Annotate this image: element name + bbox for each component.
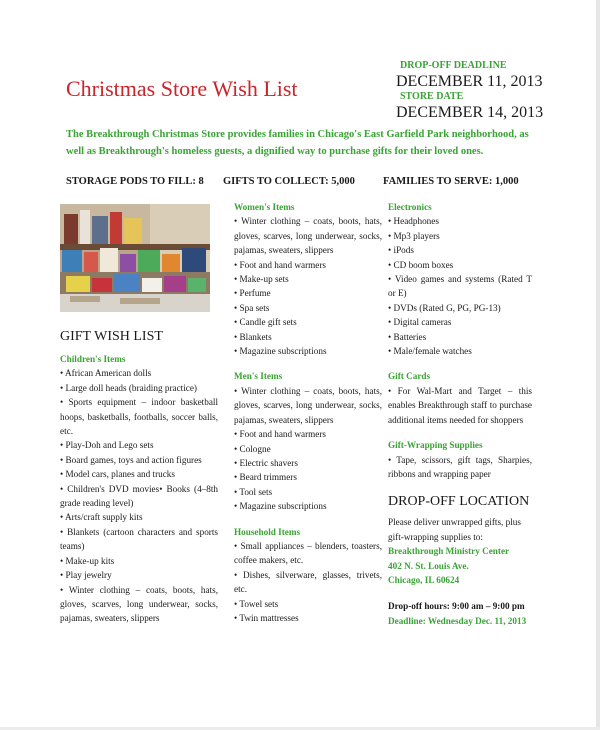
deadline-value: DECEMBER 11, 2013 <box>396 73 543 90</box>
dropoff-street: 402 N. St. Louis Ave. <box>388 560 469 571</box>
men-items-label: Men's Items <box>234 371 283 382</box>
list-item: • Male/female watches <box>388 346 472 357</box>
stat-families: FAMILIES TO SERVE: 1,000 <box>383 176 519 187</box>
list-item: • Headphones <box>388 216 439 227</box>
list-item: • Large doll heads (braiding practice) <box>60 382 197 393</box>
list-item: • Play jewelry <box>60 570 112 581</box>
list-item: • Magazine subscriptions <box>234 501 327 512</box>
list-item: • Make-up sets <box>234 274 289 285</box>
list-item: • Candle gift sets <box>234 317 297 328</box>
list-item: • Beard trimmers <box>234 472 297 483</box>
list-item: • Foot and hand warmers <box>234 429 327 440</box>
deadline-label: DROP-OFF DEADLINE <box>400 60 507 71</box>
list-item: • Perfume <box>234 288 271 299</box>
list-item: • CD boom boxes <box>388 259 454 270</box>
stat-gifts: GIFTS TO COLLECT: 5,000 <box>223 176 355 187</box>
store-date-value: DECEMBER 14, 2013 <box>396 104 544 121</box>
list-item: • Digital cameras <box>388 317 452 328</box>
list-item: • Batteries <box>388 331 427 342</box>
list-item: • Video games and systems (Rated T or E) <box>388 274 532 299</box>
dropoff-city: Chicago, IL 60624 <box>388 574 460 585</box>
list-item: • Twin mattresses <box>234 612 299 623</box>
store-date-label: STORE DATE <box>400 91 464 102</box>
children-items-label: Children's Items <box>60 354 126 364</box>
electronics-label: Electronics <box>388 202 432 212</box>
list-item: • Mp3 players <box>388 230 440 241</box>
list-item: • For Wal-Mart and Target – this enables Breakthrough staff to purchase additional items needed for shoppers <box>388 385 532 425</box>
page-edge-shadow <box>596 0 600 730</box>
list-item: • Foot and hand warmers <box>234 259 327 270</box>
list-item: • Towel sets <box>234 598 279 609</box>
list-item: • Small appliances – blenders, toasters, coffee makers, etc. <box>234 540 382 566</box>
household-items-label: Household Items <box>234 526 301 537</box>
date-block <box>396 60 543 122</box>
dropoff-heading: DROP-OFF LOCATION <box>388 494 530 510</box>
list-item: • Electric shavers <box>234 457 298 468</box>
document-title: Christmas Store Wish List <box>66 76 298 101</box>
list-item: • Winter clothing – coats, boots, hats, gloves, scarves, long underwear, socks, pajamas, sweaters, slippers <box>234 216 382 256</box>
store-photo <box>60 204 210 312</box>
dropoff-text: Please deliver unwrapped gifts, plus gift-wrapping supplies to: <box>388 517 521 542</box>
list-item: • Tape, scissors, gift tags, Sharpies, ribbons and wrapping paper <box>388 454 532 479</box>
list-item: • Board games, toys and action figures <box>60 454 202 465</box>
list-item: • Winter clothing – coats, boots, hats, gloves, scarves, long underwear, socks, pajamas, sweaters, slippers <box>234 385 382 425</box>
list-item: • Spa sets <box>234 302 270 313</box>
right-column <box>388 200 532 628</box>
list-item: • DVDs (Rated G, PG, PG-13) <box>388 302 501 313</box>
list-item: • Make-up kits <box>60 555 115 566</box>
list-item: • Winter clothing – coats, boots, hats, gloves, scarves, long underwear, socks, pajamas, sweaters, slippers <box>60 584 218 624</box>
list-item: • Blankets (cartoon characters and sports teams) <box>60 526 218 552</box>
list-item: • Model cars, planes and trucks <box>60 469 175 480</box>
dropoff-hours: Drop-off hours: 9:00 am – 9:00 pm <box>388 601 525 612</box>
list-item: • Children's DVD movies• Books (4–8th grade reading level) <box>60 483 218 509</box>
gift-cards-label: Gift Cards <box>388 371 431 382</box>
list-item: • Arts/craft supply kits <box>60 512 143 523</box>
dropoff-org: Breakthrough Ministry Center <box>388 546 510 557</box>
middle-column <box>234 200 382 625</box>
wish-list-column <box>60 328 218 626</box>
list-item: • Cologne <box>234 443 271 454</box>
gift-wrapping-label: Gift-Wrapping Supplies <box>388 440 483 451</box>
list-item: • Sports equipment – indoor basketball hoops, basketballs, footballs, soccer balls, etc. <box>60 397 218 437</box>
wish-list-heading: GIFT WISH LIST <box>60 329 163 344</box>
list-item: • Dishes, silverware, glasses, trivets, etc. <box>234 569 382 595</box>
list-item: • Play-Doh and Lego sets <box>60 440 154 451</box>
list-item: • Tool sets <box>234 486 273 497</box>
stat-storage-pods: STORAGE PODS TO FILL: 8 <box>66 176 204 187</box>
intro-paragraph: The Breakthrough Christmas Store provides families in Chicago's East Garfield Park neighborhood, as well as Breakthrough's homeless guests, a dignified way to purchase gifts for their loved ones. <box>66 129 529 157</box>
list-item: • African American dolls <box>60 368 152 379</box>
dropoff-deadline: Deadline: Wednesday Dec. 11, 2013 <box>388 615 527 626</box>
list-item: • Blankets <box>234 331 272 342</box>
list-item: • Magazine subscriptions <box>234 346 327 357</box>
list-item: • iPods <box>388 245 414 256</box>
women-items-label: Women's Items <box>234 202 295 212</box>
